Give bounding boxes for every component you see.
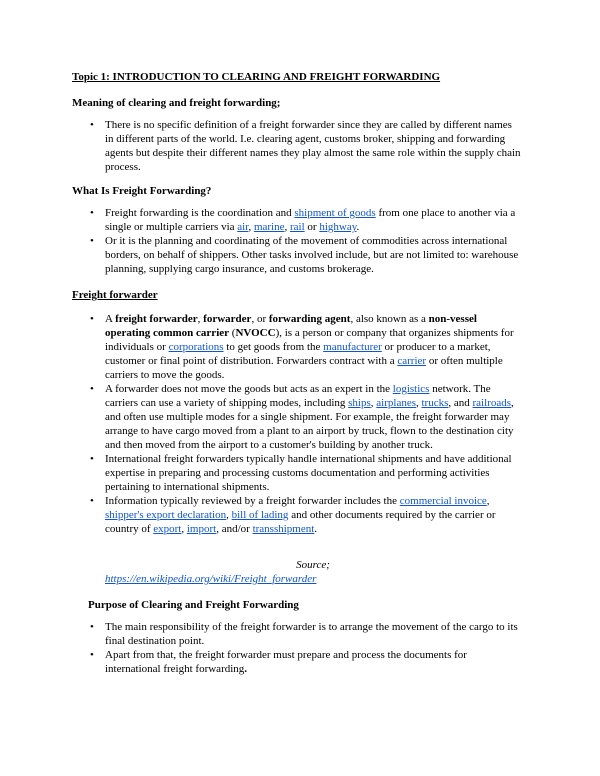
- link-corporations[interactable]: corporations: [168, 341, 224, 353]
- list-item: • Freight forwarding is the coordination and shipment of goods from one place to another via a single or multiple carriers via air, marine, rail or highway.: [0, 206, 521, 234]
- list-item: • There is no specific definition of a freight forwarder since they are called by different names in different parts of the world. I.e. clearing agent, customs broker, shipping and forwarding agents but despite their different names they play almost the same role within the supply chain process.: [0, 118, 521, 174]
- link-ships[interactable]: ships: [348, 397, 371, 409]
- source-url-link[interactable]: https://en.wikipedia.org/wiki/Freight_forwarder: [105, 573, 317, 585]
- purpose-list: [0, 620, 521, 676]
- forwarder-list: [0, 312, 521, 536]
- link-trucks[interactable]: trucks: [421, 397, 449, 409]
- list-item: • Or it is the planning and coordinating of the movement of commodities across international borders, on behalf of shippers. Other tasks involved include, but are not limited to: warehouse planning, supplying cargo insurance, and customs brokerage.: [0, 234, 521, 276]
- section-what-title: What Is Freight Forwarding?: [72, 185, 212, 197]
- link-marine[interactable]: marine: [253, 221, 285, 233]
- section-meaning-title: Meaning of clearing and freight forwarding;: [72, 97, 281, 109]
- link-import[interactable]: import: [186, 523, 217, 535]
- source-label: Source;: [296, 559, 330, 571]
- meaning-list: [0, 118, 521, 174]
- link-shippers-export-declaration[interactable]: shipper's export declaration: [105, 509, 227, 521]
- link-highway[interactable]: highway: [319, 221, 357, 233]
- link-bill-of-lading[interactable]: bill of lading: [231, 509, 289, 521]
- what-list: [0, 206, 521, 276]
- link-commercial-invoice[interactable]: commercial invoice: [399, 495, 487, 507]
- link-transshipment[interactable]: transshipment: [252, 523, 315, 535]
- topic-heading: Topic 1: INTRODUCTION TO CLEARING AND FREIGHT FORWARDING: [72, 71, 441, 83]
- list-item: • A freight forwarder, forwarder, or forwarding agent, also known as a non-vessel operating common carrier (NVOCC), is a person or company that organizes shipments for individuals or corporations to get goods from the manufacturer or producer to a market, customer or final point of distribution. Forwarders contract with a carrier or often multiple carriers to move the goods.: [0, 312, 521, 382]
- link-air[interactable]: air: [237, 221, 249, 233]
- list-item: • Information typically reviewed by a freight forwarder includes the commercial invoice, shipper's export declaration, bill of lading and other documents required by the carrier or country of export, import, and/or transshipment.: [0, 494, 521, 536]
- list-item: • The main responsibility of the freight forwarder is to arrange the movement of the cargo to its final destination point.: [0, 620, 521, 648]
- link-rail[interactable]: rail: [289, 221, 305, 233]
- link-airplanes[interactable]: airplanes: [376, 397, 416, 409]
- list-item: • International freight forwarders typically handle international shipments and have additional expertise in preparing and processing customs documentation and performing activities pertaining to international shipments.: [0, 452, 521, 494]
- link-carrier[interactable]: carrier: [397, 355, 427, 367]
- link-logistics[interactable]: logistics: [392, 383, 430, 395]
- list-item: • Apart from that, the freight forwarder must prepare and process the documents for international freight forwarding.: [0, 648, 521, 676]
- link-export[interactable]: export: [153, 523, 182, 535]
- link-shipment-of-goods[interactable]: shipment of goods: [294, 207, 376, 219]
- link-manufacturer[interactable]: manufacturer: [323, 341, 382, 353]
- section-purpose-title: Purpose of Clearing and Freight Forwarding: [88, 599, 299, 611]
- list-item: • A forwarder does not move the goods but acts as an expert in the logistics network. The carriers can use a variety of shipping modes, including ships, airplanes, trucks, and railroads, and often use multiple modes for a single shipment. For example, the freight forwarder may arrange to have cargo moved from a plant to an airport by truck, flown to the destination city and then moved from the airport to a customer's building by another truck.: [0, 382, 521, 452]
- source-citation: [105, 558, 521, 586]
- link-railroads[interactable]: railroads: [472, 397, 511, 409]
- section-forwarder-title: Freight forwarder: [72, 289, 158, 301]
